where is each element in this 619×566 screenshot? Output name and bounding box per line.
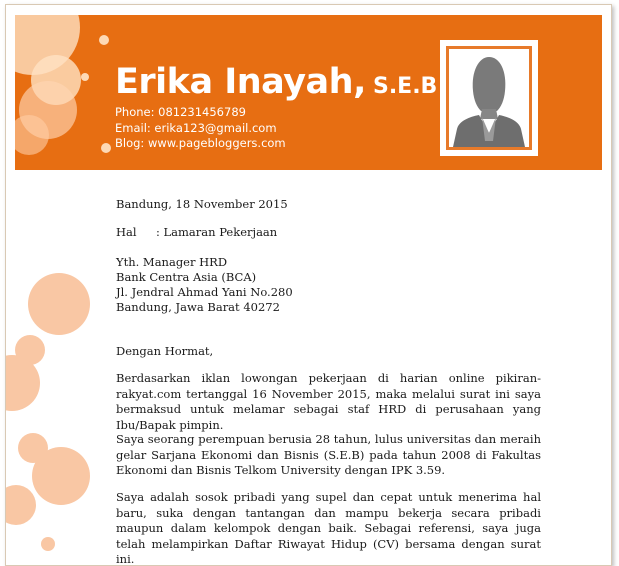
recipient-line: Yth. Manager HRD: [116, 255, 228, 269]
decor-bubble: [5, 485, 36, 525]
place-date: Bandung, 18 November 2015: [116, 197, 288, 211]
recipient-line: Bank Centra Asia (BCA): [116, 270, 257, 284]
subject-label: Hal: [116, 225, 137, 239]
decor-bubble: [101, 143, 111, 153]
decor-bubble: [28, 273, 90, 335]
subject-value: : Lamaran Pekerjaan: [156, 225, 278, 239]
phone-text: Phone: 081231456789: [115, 105, 246, 119]
applicant-degree: S.E.B: [372, 74, 438, 99]
decor-bubble: [99, 35, 109, 45]
decor-bubble: [41, 537, 55, 551]
person-silhouette-icon: [449, 49, 529, 147]
resume-header: [15, 15, 602, 170]
decor-bubble: [32, 447, 90, 505]
blog-text: Blog: www.pagebloggers.com: [115, 136, 286, 150]
decor-bubble: [15, 115, 49, 155]
letter-paragraph: Saya seorang perempuan berusia 28 tahun, lulus universitas dan meraih gelar Sarjana Ekonomi dan Bisnis (S.E.B) pada tahun 2008 di Fakultas Ekonomi dan Bisnis Telkom University dengan IPK 3.59.: [116, 432, 541, 477]
greeting: Dengan Hormat,: [116, 344, 214, 358]
email-text: Email: erika123@gmail.com: [115, 121, 277, 135]
recipient-line: Bandung, Jawa Barat 40272: [116, 300, 280, 314]
applicant-name: Erika Inayah,: [115, 62, 366, 102]
applicant-name-line: [115, 62, 437, 102]
profile-photo: [440, 40, 538, 156]
decor-bubble: [81, 73, 89, 81]
resume-page: [5, 4, 612, 566]
recipient-line: Jl. Jendral Ahmad Yani No.280: [116, 285, 293, 299]
letter-paragraph: Saya adalah sosok pribadi yang supel dan cepat untuk menerima hal baru, suka dengan tantangan dan mampu bekerja secara pribadi maupun dalam kelompok dengan baik. Sebagai referensi, saya juga telah melampirkan Daftar Riwayat Hidup (CV) bersama dengan surat ini.: [116, 490, 541, 566]
letter-paragraph: Berdasarkan iklan lowongan pekerjaan di harian online pikiran-rakyat.com tertanggal 16 November 2015, maka melalui surat ini saya bermaksud untuk melamar sebagai staf HRD di perusahaan yang Ibu/Bapak pimpin.: [116, 371, 541, 432]
